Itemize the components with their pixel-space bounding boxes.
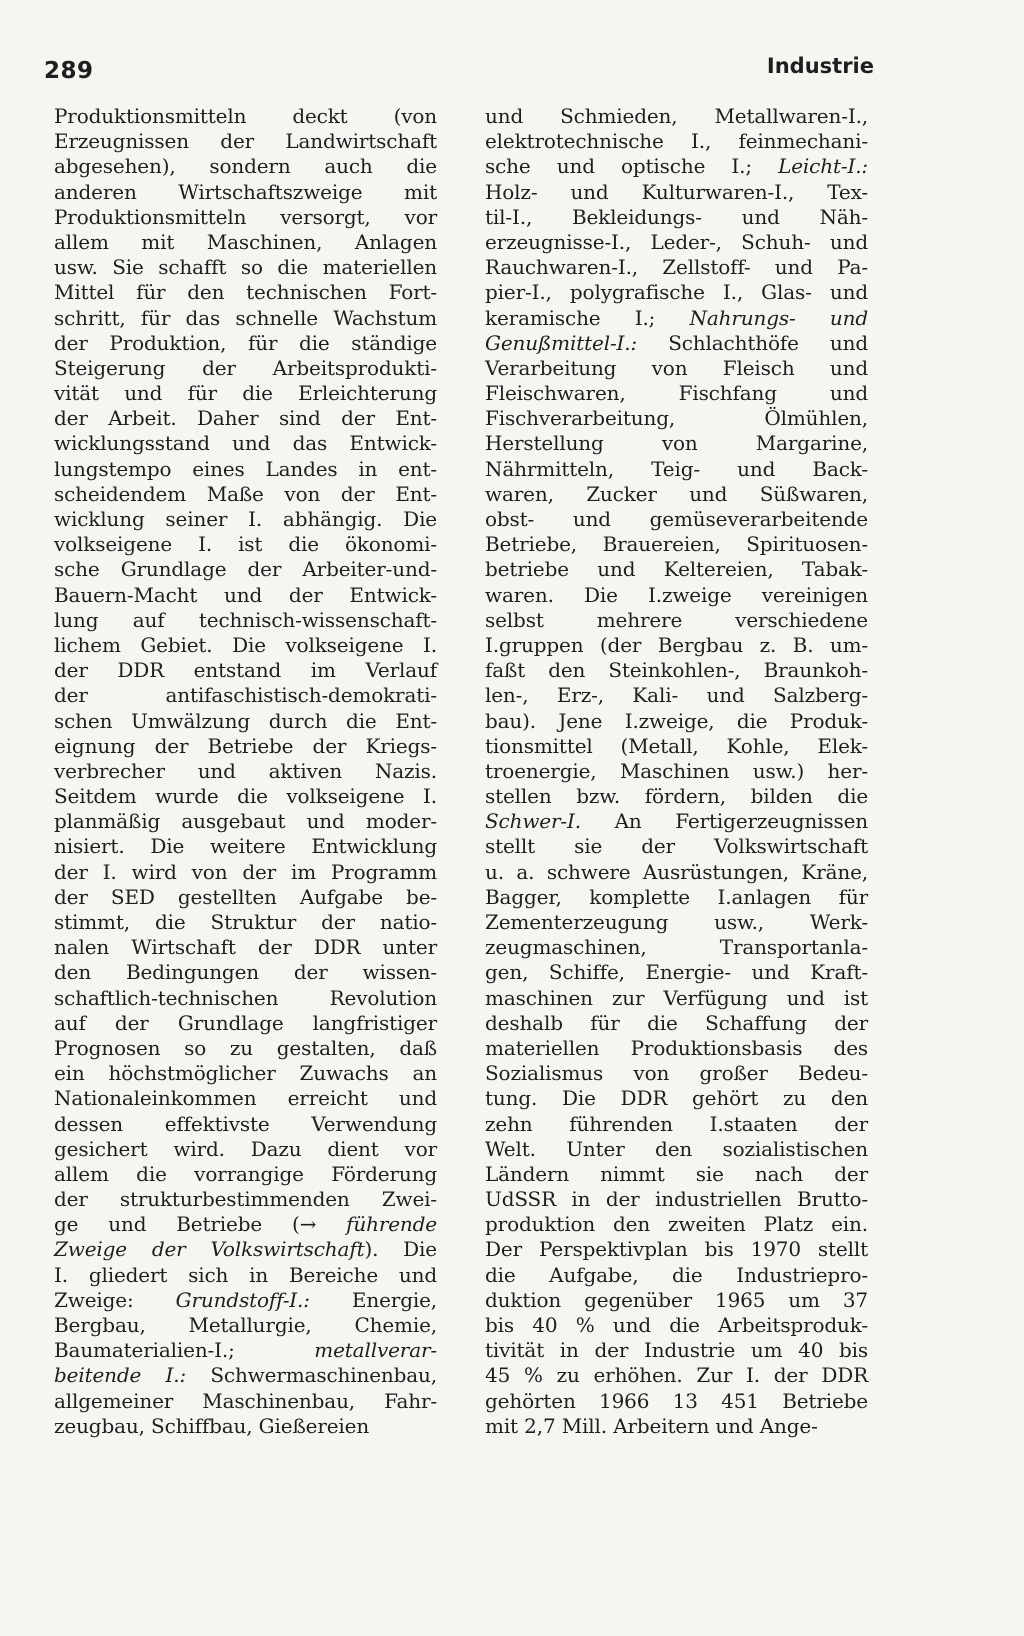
text-segment: gehörten 1966 13 451 Betriebe: [485, 1388, 868, 1413]
text-segment: sche und optische I.;: [485, 154, 779, 179]
text-segment: schritt, für das schnelle Wachstum: [54, 305, 437, 330]
text-line: [54, 482, 437, 507]
text-line: [485, 1237, 868, 1262]
text-segment: elektrotechnische I., feinmechani-: [485, 129, 868, 154]
text-line: [54, 759, 437, 784]
text-segment: Holz- und Kulturwaren-I., Tex-: [485, 179, 868, 204]
text-line: [485, 1086, 868, 1111]
text-line: [485, 482, 868, 507]
text-segment: der Produktion, für die ständige: [54, 330, 437, 355]
text-line: [485, 381, 868, 406]
text-line: [485, 1263, 868, 1288]
text-segment: planmäßig ausgebaut und moder-: [54, 809, 437, 834]
italic-text: Leicht-I.:: [778, 154, 868, 179]
text-line: [485, 960, 868, 985]
text-segment: Nationaleinkommen erreicht und: [54, 1086, 437, 1111]
text-segment: Schwermaschinenbau,: [186, 1363, 437, 1388]
text-segment: Rauchwaren-I., Zellstoff- und Pa-: [485, 255, 868, 280]
text-segment: der Arbeit. Daher sind der Ent-: [54, 406, 437, 431]
text-segment: lung auf technisch-wissenschaft-: [54, 607, 437, 632]
text-segment: scheidendem Maße von der Ent-: [54, 481, 437, 506]
text-line: [485, 1414, 868, 1439]
text-segment: bau). Jene I.zweige, die Produk-: [485, 708, 868, 733]
italic-text: metallverar-: [314, 1338, 437, 1363]
text-segment: ge und Betriebe (→: [54, 1212, 347, 1237]
text-segment: I. gliedert sich in Bereiche und: [54, 1262, 437, 1287]
text-line: [485, 683, 868, 708]
text-line: [54, 1011, 437, 1036]
text-line: [54, 658, 437, 683]
italic-text: beitende I.:: [54, 1363, 187, 1388]
text-line: [485, 784, 868, 809]
text-segment: der antifaschistisch-demokrati-: [54, 683, 437, 708]
text-segment: waren. Die I.zweige vereinigen: [485, 582, 868, 607]
text-segment: dessen effektivste Verwendung: [54, 1111, 437, 1136]
text-line: [485, 834, 868, 859]
text-line: [54, 1036, 437, 1061]
text-segment: anderen Wirtschaftszweige mit: [54, 179, 437, 204]
text-line: [485, 1212, 868, 1237]
text-segment: stellt sie der Volkswirtschaft: [485, 834, 868, 859]
text-line: [485, 255, 868, 280]
text-segment: tung. Die DDR gehört zu den: [485, 1086, 868, 1111]
text-line: [485, 986, 868, 1011]
text-line: [54, 784, 437, 809]
text-line: [485, 1011, 868, 1036]
text-segment: schen Umwälzung durch die Ent-: [54, 708, 437, 733]
text-segment: eignung der Betriebe der Kriegs-: [54, 733, 437, 758]
text-line: [54, 154, 437, 179]
text-line: [54, 633, 437, 658]
text-line: [54, 431, 437, 456]
text-segment: obst- und gemüseverarbeitende: [485, 507, 868, 531]
text-segment: zeugmaschinen, Transportanla-: [485, 935, 868, 960]
text-segment: selbst mehrere verschiedene: [485, 607, 868, 632]
text-line: [54, 608, 437, 633]
text-line: [485, 431, 868, 456]
text-line: [485, 406, 868, 431]
text-line: [54, 457, 437, 482]
text-line: [54, 1338, 437, 1363]
text-line: [485, 205, 868, 230]
text-segment: Mittel für den technischen Fort-: [54, 280, 437, 305]
text-line: [485, 1363, 868, 1388]
text-column-left: [54, 104, 437, 1439]
text-line: [54, 1263, 437, 1288]
italic-text: Genußmittel-I.:: [485, 330, 638, 355]
text-segment: Baumaterialien-I.;: [54, 1338, 315, 1363]
text-segment: Zweige:: [54, 1287, 176, 1312]
text-line: [54, 306, 437, 331]
text-segment: Fischverarbeitung, Ölmühlen,: [485, 406, 868, 431]
text-line: [485, 809, 868, 834]
text-line: [54, 205, 437, 230]
text-line: [54, 1162, 437, 1187]
text-segment: der DDR entstand im Verlauf: [54, 658, 437, 683]
text-line: [485, 1389, 868, 1414]
text-line: [54, 1112, 437, 1137]
text-segment: Sozialismus von großer Bedeu-: [485, 1061, 868, 1086]
text-line: [485, 633, 868, 658]
text-segment: gen, Schiffe, Energie- und Kraft-: [485, 960, 868, 985]
text-segment: Bauern-Macht und der Entwick-: [54, 582, 437, 607]
text-segment: Erzeugnissen der Landwirtschaft: [54, 129, 437, 154]
text-segment: Prognosen so zu gestalten, daß: [54, 1035, 437, 1060]
text-line: [54, 280, 437, 305]
text-segment: Bagger, komplette I.anlagen für: [485, 884, 868, 909]
text-segment: produktion den zweiten Platz ein.: [485, 1212, 868, 1237]
text-segment: Schlachthöfe und: [637, 330, 868, 355]
text-segment: u. a. schwere Ausrüstungen, Kräne,: [485, 859, 868, 884]
text-line: [485, 734, 868, 759]
text-segment: tivität in der Industrie um 40 bis: [485, 1338, 868, 1363]
text-line: [485, 154, 868, 179]
text-line: [485, 129, 868, 154]
text-segment: materiellen Produktionsbasis des: [485, 1035, 868, 1060]
text-line: [54, 331, 437, 356]
text-segment: Welt. Unter den sozialistischen: [485, 1136, 868, 1161]
text-segment: zehn führenden I.staaten der: [485, 1111, 868, 1136]
text-line: [485, 331, 868, 356]
text-segment: Produktionsmitteln versorgt, vor: [54, 204, 437, 229]
italic-text: Grundstoff-I.:: [175, 1287, 310, 1312]
text-line: [485, 935, 868, 960]
text-segment: faßt den Steinkohlen-, Braunkoh-: [485, 658, 868, 683]
text-segment: die Aufgabe, die Industriepro-: [485, 1262, 868, 1287]
text-line: [485, 608, 868, 633]
text-line: [485, 230, 868, 255]
text-segment: Energie,: [309, 1287, 437, 1312]
text-segment: wicklungsstand und das Entwick-: [54, 431, 437, 456]
text-line: [485, 910, 868, 935]
text-line: [54, 583, 437, 608]
text-segment: zeugbau, Schiffbau, Gießereien: [54, 1413, 370, 1438]
text-line: [54, 1137, 437, 1162]
text-segment: sche Grundlage der Arbeiter-und-: [54, 557, 437, 582]
text-segment: til-I., Bekleidungs- und Näh-: [485, 204, 868, 229]
text-segment: allem mit Maschinen, Anlagen: [54, 229, 437, 254]
text-line: [485, 306, 868, 331]
text-segment: ein höchstmöglicher Zuwachs an: [54, 1061, 437, 1086]
text-segment: troenergie, Maschinen usw.) her-: [485, 758, 868, 783]
text-line: [54, 255, 437, 280]
text-segment: Ländern nimmt sie nach der: [485, 1161, 868, 1186]
text-segment: Betriebe, Brauereien, Spirituosen-: [485, 532, 868, 557]
text-segment: nalen Wirtschaft der DDR unter: [54, 935, 437, 960]
italic-text: Schwer-I.: [485, 809, 581, 834]
text-line: [54, 683, 437, 708]
text-line: [485, 457, 868, 482]
text-line: [485, 583, 868, 608]
text-line: [54, 557, 437, 582]
text-line: [54, 230, 437, 255]
text-line: [485, 1288, 868, 1313]
text-segment: ). Die: [364, 1237, 437, 1262]
text-segment: vität und für die Erleichterung: [54, 381, 437, 406]
text-segment: 45 % zu erhöhen. Zur I. der DDR: [485, 1363, 868, 1388]
text-segment: stimmt, die Struktur der natio-: [54, 910, 437, 934]
text-line: [54, 381, 437, 406]
italic-text: Nahrungs- und: [689, 305, 868, 330]
text-line: [54, 734, 437, 759]
text-segment: maschinen zur Verfügung und ist: [485, 985, 868, 1010]
text-line: [54, 1363, 437, 1388]
text-segment: keramische I.;: [485, 305, 690, 330]
text-line: [485, 356, 868, 381]
text-line: [485, 507, 868, 532]
text-segment: Herstellung von Margarine,: [485, 431, 868, 456]
text-line: [485, 759, 868, 784]
text-segment: Nährmitteln, Teig- und Back-: [485, 456, 868, 481]
text-segment: schaftlich-technischen Revolution: [54, 985, 437, 1010]
text-line: [485, 1061, 868, 1086]
text-segment: An Fertigerzeugnissen: [580, 809, 868, 834]
text-segment: wicklung seiner I. abhängig. Die: [54, 507, 437, 531]
text-line: [54, 935, 437, 960]
text-segment: Der Perspektivplan bis 1970 stellt: [485, 1237, 868, 1262]
text-segment: gesichert wird. Dazu dient vor: [54, 1136, 437, 1161]
text-line: [54, 532, 437, 557]
text-segment: duktion gegenüber 1965 um 37: [485, 1287, 868, 1312]
text-line: [485, 1187, 868, 1212]
text-segment: deshalb für die Schaffung der: [485, 1010, 868, 1035]
text-line: [485, 1137, 868, 1162]
italic-text: führende: [346, 1212, 437, 1237]
text-line: [485, 532, 868, 557]
text-segment: auf der Grundlage langfristiger: [54, 1010, 437, 1035]
text-line: [485, 885, 868, 910]
text-segment: pier-I., polygrafische I., Glas- und: [485, 280, 868, 305]
text-line: [54, 1414, 437, 1439]
text-segment: usw. Sie schafft so die materiellen: [54, 255, 437, 280]
text-line: [54, 1313, 437, 1338]
text-segment: der SED gestellten Aufgabe be-: [54, 884, 437, 909]
text-line: [485, 1313, 868, 1338]
text-line: [54, 129, 437, 154]
text-segment: allem die vorrangige Förderung: [54, 1161, 437, 1186]
text-segment: verbrecher und aktiven Nazis.: [54, 758, 437, 783]
text-line: [54, 1061, 437, 1086]
text-segment: allgemeiner Maschinenbau, Fahr-: [54, 1388, 437, 1413]
running-head: Industrie: [766, 54, 874, 78]
text-line: [54, 1389, 437, 1414]
text-line: [54, 834, 437, 859]
text-segment: Produktionsmitteln deckt (von: [54, 104, 437, 128]
text-line: [54, 1187, 437, 1212]
text-line: [54, 406, 437, 431]
text-line: [54, 356, 437, 381]
text-segment: mit 2,7 Mill. Arbeitern und Ange-: [485, 1413, 818, 1438]
text-segment: und Schmieden, Metallwaren-I.,: [485, 104, 868, 128]
text-line: [54, 885, 437, 910]
text-line: [485, 709, 868, 734]
text-segment: lungstempo eines Landes in ent-: [54, 456, 437, 481]
text-line: [54, 507, 437, 532]
text-segment: Fleischwaren, Fischfang und: [485, 381, 868, 406]
text-line: [485, 1338, 868, 1363]
text-segment: lichem Gebiet. Die volkseigene I.: [54, 632, 437, 657]
text-line: [485, 1162, 868, 1187]
text-segment: nisiert. Die weitere Entwicklung: [54, 834, 437, 859]
text-segment: stellen bzw. fördern, bilden die: [485, 784, 868, 809]
text-segment: I.gruppen (der Bergbau z. B. um-: [485, 632, 868, 657]
text-segment: UdSSR in der industriellen Brutto-: [485, 1187, 868, 1212]
text-line: [54, 986, 437, 1011]
text-line: [54, 960, 437, 985]
text-segment: len-, Erz-, Kali- und Salzberg-: [485, 683, 868, 708]
text-segment: der strukturbestimmenden Zwei-: [54, 1187, 437, 1212]
text-line: [54, 1288, 437, 1313]
italic-text: Zweige der Volkswirtschaft: [54, 1237, 365, 1262]
text-line: [54, 910, 437, 935]
text-segment: tionsmittel (Metall, Kohle, Elek-: [485, 733, 868, 758]
text-line: [485, 557, 868, 582]
text-column-right: [485, 104, 868, 1439]
text-line: [54, 180, 437, 205]
text-line: [54, 1212, 437, 1237]
text-segment: erzeugnisse-I., Leder-, Schuh- und: [485, 229, 868, 254]
text-segment: Steigerung der Arbeitsprodukti-: [54, 355, 437, 380]
text-line: [485, 180, 868, 205]
text-line: [485, 658, 868, 683]
text-segment: waren, Zucker und Süßwaren,: [485, 481, 868, 506]
text-segment: Seitdem wurde die volkseigene I.: [54, 784, 437, 809]
text-segment: Zementerzeugung usw., Werk-: [485, 910, 868, 934]
text-line: [485, 1112, 868, 1137]
text-segment: Verarbeitung von Fleisch und: [485, 355, 868, 380]
text-line: [54, 809, 437, 834]
text-line: [54, 709, 437, 734]
page-number: 289: [44, 58, 94, 84]
text-line: [54, 104, 437, 129]
text-segment: abgesehen), sondern auch die: [54, 154, 437, 179]
text-line: [485, 104, 868, 129]
text-line: [54, 1237, 437, 1262]
text-line: [485, 860, 868, 885]
text-segment: bis 40 % und die Arbeitsproduk-: [485, 1313, 868, 1337]
text-segment: betriebe und Keltereien, Tabak-: [485, 557, 868, 582]
text-line: [485, 280, 868, 305]
text-line: [54, 1086, 437, 1111]
text-segment: der I. wird von der im Programm: [54, 859, 437, 884]
text-line: [485, 1036, 868, 1061]
text-segment: volkseigene I. ist die ökonomi-: [54, 532, 437, 557]
text-segment: Bergbau, Metallurgie, Chemie,: [54, 1313, 437, 1337]
text-segment: den Bedingungen der wissen-: [54, 960, 437, 985]
text-line: [54, 860, 437, 885]
